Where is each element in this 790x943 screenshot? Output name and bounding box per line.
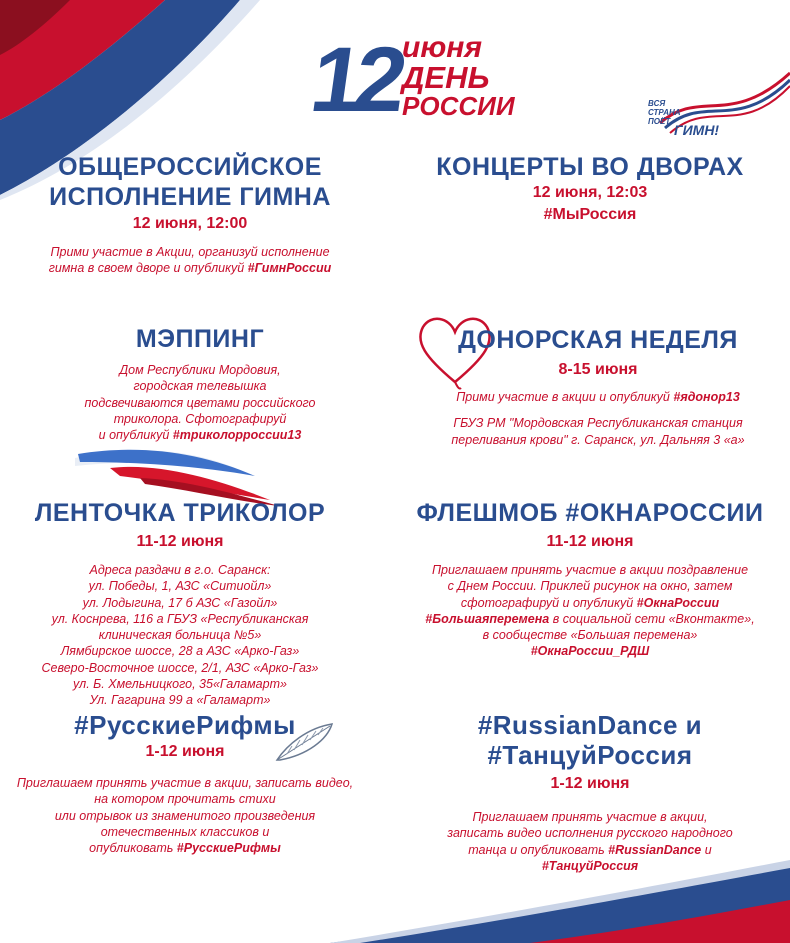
donor-text <box>408 389 788 448</box>
concerts-date: 12 июня, 12:03 <box>532 184 648 201</box>
anthem-text <box>10 244 370 277</box>
section-anthem <box>10 152 370 277</box>
mapping-title: МЭППИНГ <box>135 325 265 353</box>
section-donor <box>408 325 788 448</box>
section-mapping <box>10 324 390 443</box>
mapping-text-3: подсвечиваются цветами российского <box>84 395 316 410</box>
flashmob-title: ФЛЕШМОБ #ОКНАРОССИИ <box>416 499 764 527</box>
flashmob-text-5: в сообществе «Большая перемена» <box>482 628 698 643</box>
dance-text <box>405 809 775 874</box>
anthem-hashtag: #ГимнРоссии <box>247 261 332 276</box>
rhymes-text-2: на котором прочитать стихи <box>94 792 276 807</box>
rhymes-date: 1-12 июня <box>145 743 225 760</box>
dance-text-3a: танца и опубликовать <box>468 842 609 857</box>
anthem-text-2a: гимна в своем дворе и опубликуй <box>48 261 248 276</box>
donor-hashtag: #ядонор13 <box>673 390 740 404</box>
anthem-logo-word: ГИМН! <box>674 122 720 138</box>
anthem-title-2: ИСПОЛНЕНИЕ ГИМНА <box>49 183 331 211</box>
dance-hashtag-tanzuy: #ТанцуйРоссия <box>541 858 639 873</box>
rhymes-text-1: Приглашаем принять участие в акции, записать видео, <box>16 776 354 790</box>
anthem-date: 12 июня, 12:00 <box>132 215 248 232</box>
ribbon-line-5: Лямбирское шоссе, 28 а АЗС «Арко-Газ» <box>60 644 300 659</box>
logo-line1: ДЕНЬ <box>402 60 490 95</box>
anthem-logo-line3: ПОЁТ <box>648 117 671 126</box>
ribbon-line-6: Северо-Восточное шоссе, 2/1, АЗС «Арко-Газ» <box>41 660 319 675</box>
anthem-logo-line1: ВСЯ <box>648 99 666 108</box>
mapping-text-4: триколора. Сфотографируй <box>113 411 287 426</box>
donor-text-3: переливания крови" г. Саранск, ул. Дальняя 3 «а» <box>451 432 745 447</box>
rhymes-hashtag: #РусскиеРифмы <box>176 841 281 856</box>
flashmob-text <box>400 562 780 660</box>
flashmob-text-4b: в социальной сети «Вконтакте», <box>549 611 755 626</box>
dance-text-2: записать видео исполнения русского народного <box>447 826 733 841</box>
dance-hashtag-russian: #RussianDance <box>608 842 702 857</box>
concerts-hashtag: #МыРоссия <box>543 206 637 223</box>
anthem-text-1: Прими участие в Акции, организуй исполнение <box>50 245 330 259</box>
mapping-hashtag: #триколорроссии13 <box>172 428 302 443</box>
section-flashmob <box>400 498 780 660</box>
ribbon-line-8: Ул. Гагарина 99 а «Галамарт» <box>89 693 271 708</box>
dance-text-1: Приглашаем принять участие в акции, <box>472 810 708 824</box>
anthem-logo-line2: СТРАНА <box>648 108 681 117</box>
mapping-text-1: Дом Республики Мордовия, <box>119 363 281 377</box>
donor-date: 8-15 июня <box>558 361 638 378</box>
flashmob-hashtag-peremena: #Большаяперемена <box>425 611 550 626</box>
donor-text-2: ГБУЗ РМ "Мордовская Республиканская станция <box>453 416 743 431</box>
mapping-text <box>10 362 390 443</box>
flashmob-text-2: с Днем России. Приклей рисунок на окно, затем <box>447 579 733 594</box>
logo-month: июня <box>402 31 483 64</box>
day-of-russia-logo <box>304 29 515 140</box>
section-concerts <box>410 152 770 226</box>
flashmob-date: 11-12 июня <box>546 533 634 550</box>
flashmob-text-3a: сфотографируй и опубликуй <box>460 595 637 610</box>
rhymes-title: #РусскиеРифмы <box>74 710 296 740</box>
rhymes-text <box>0 775 370 856</box>
flashmob-hashtag-rdsh: #ОкнаРоссии_РДШ <box>530 644 650 659</box>
donor-text-1a: Прими участие в акции и опубликуй <box>456 390 674 404</box>
ribbon-line-7: ул. Б. Хмельницкого, 35«Галамарт» <box>73 677 287 692</box>
ribbon-addresses <box>0 562 360 709</box>
ribbon-line-0: Адреса раздачи в г.о. Саранск: <box>89 563 271 577</box>
anthem-title-1: ОБЩЕРОССИЙСКОЕ <box>58 153 322 181</box>
rhymes-text-5a: опубликовать <box>89 841 177 856</box>
rhymes-text-4: отечественных классиков и <box>100 824 270 839</box>
donor-title: ДОНОРСКАЯ НЕДЕЛЯ <box>458 326 738 354</box>
concerts-title: КОНЦЕРТЫ ВО ДВОРАХ <box>436 153 744 181</box>
logo-line2: РОССИИ <box>402 91 515 121</box>
ribbon-line-1: ул. Победы, 1, АЗС «Ситиойл» <box>88 579 272 594</box>
ribbon-date: 11-12 июня <box>136 533 224 550</box>
logo-number: 12 <box>304 29 406 131</box>
mapping-text-5a: и опубликуй <box>98 428 173 443</box>
dance-title-2: #ТанцуйРоссия <box>487 740 693 770</box>
ribbon-line-2: ул. Лодыгина, 17 б АЗС «Газойл» <box>82 595 278 610</box>
ribbon-line-4: клиническая больница №5» <box>98 628 262 643</box>
section-dance <box>405 710 775 874</box>
feather-icon <box>272 720 337 765</box>
dance-date: 1-12 июня <box>550 775 630 792</box>
flashmob-text-1: Приглашаем принять участие в акции поздравление <box>431 563 749 577</box>
rhymes-text-3: или отрывок из знаменитого произведения <box>54 808 316 823</box>
ribbon-title: ЛЕНТОЧКА ТРИКОЛОР <box>34 499 326 527</box>
ribbon-line-3: ул. Коснрева, 116 а ГБУЗ «Республиканская <box>51 611 309 626</box>
dance-title-1: #RussianDance и <box>477 710 703 740</box>
flashmob-hashtag-okna: #ОкнаРоссии <box>636 595 720 610</box>
anthem-logo <box>640 68 790 148</box>
section-ribbon <box>0 498 360 709</box>
dance-text-3c: и <box>701 842 712 857</box>
mapping-text-2: городская телевышка <box>133 379 267 394</box>
